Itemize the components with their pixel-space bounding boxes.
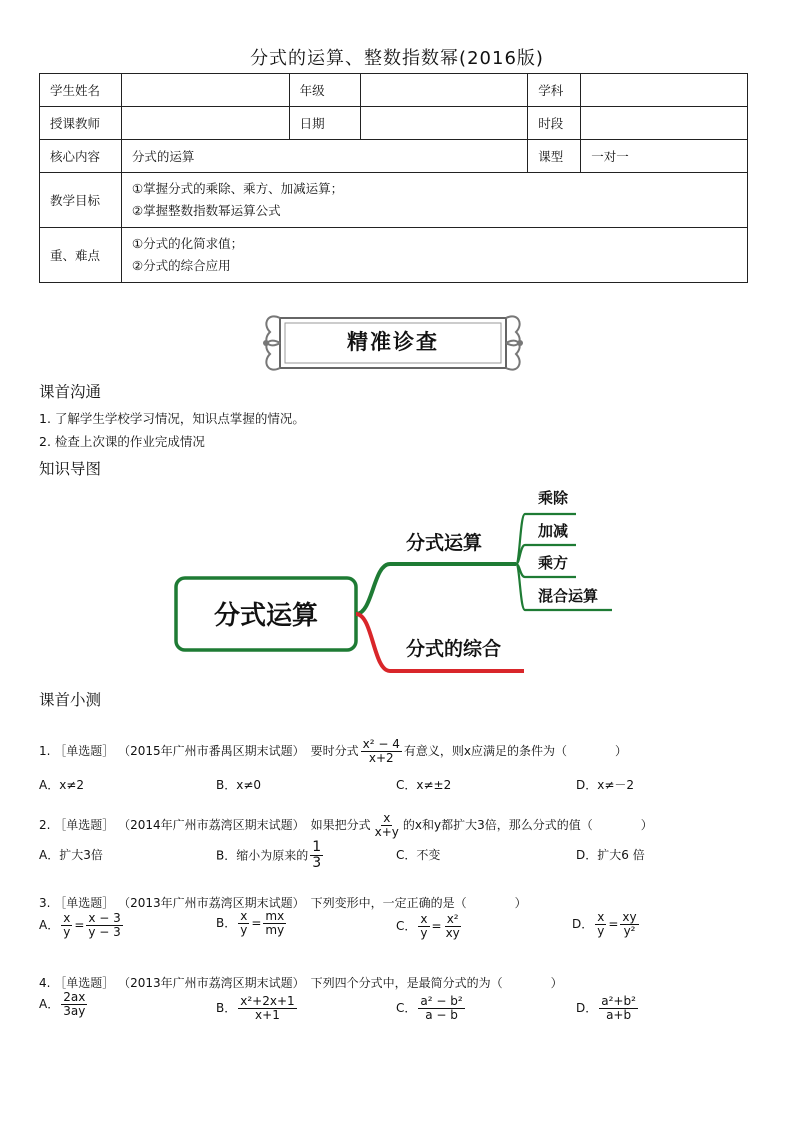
option-b[interactable]: B． $\frac{x}{y}$ = $\frac{mx}{my}$: [216, 909, 285, 938]
mindmap-leaf: 加减: [538, 522, 569, 540]
label-grade: 年级: [289, 74, 360, 107]
value-time: [581, 107, 748, 140]
fraction: $\frac{x}{y}$: [597, 910, 605, 939]
question-4: 4. ［单选题］ （2013年广州市荔湾区期末试题） 下列四个分式中，是最简分式的为（ ）: [39, 976, 563, 990]
label-lesson-type: 课型: [528, 140, 581, 173]
document-title: 分式的运算、整数指数幂(2016版): [250, 48, 544, 69]
label-objectives: 教学目标: [40, 173, 122, 228]
value-key-points: [121, 228, 747, 283]
option-d[interactable]: D． $\frac{x}{y}$ = $\frac{xy}{\text{y²}}$: [572, 910, 637, 939]
question-text: 1. ［单选题］ （2015年广州市番禺区期末试题） 要时分式: [39, 744, 359, 759]
fraction: $\frac{mx}{my}$: [265, 909, 285, 938]
mindmap-branch: 分式的综合: [406, 638, 502, 660]
value-subject: [581, 74, 748, 107]
objective-line: ②掌握整数指数幂运算公式: [131, 203, 281, 218]
mindmap-branch: 分式运算: [406, 532, 483, 554]
section-heading: 知识导图: [39, 460, 102, 478]
mindmap-root: 分式运算: [213, 601, 318, 631]
info-table: [39, 73, 748, 283]
option-c[interactable]: C． $\frac{x}{y}$ = $\frac{\text{x²}}{xy}$: [396, 912, 460, 941]
option-b[interactable]: B．缩小为原来的 $\frac{1}{3}$: [216, 839, 322, 872]
fraction: $\frac{\text{x² − 4}}{x+2}$: [362, 737, 400, 766]
option-d[interactable]: D．扩大6 倍: [576, 848, 645, 862]
label-student-name: 学生姓名: [40, 74, 122, 107]
label-teacher: 授课教师: [40, 107, 122, 140]
table-row: [40, 107, 748, 140]
option-d[interactable]: D．x≠－2: [576, 778, 635, 792]
question-text: 有意义，则x应满足的条件为（ ）: [403, 744, 627, 759]
value-date: [360, 107, 528, 140]
mindmap-leaf: 乘除: [538, 489, 569, 507]
label-core-content: 核心内容: [40, 140, 122, 173]
option-b[interactable]: B．x≠0: [216, 778, 262, 792]
list-item: 2. 检查上次课的作业完成情况: [39, 434, 205, 449]
table-row: [40, 140, 748, 173]
fraction: $\frac{xy}{\text{y²}}$: [622, 910, 637, 939]
option-a[interactable]: A． $\frac{2ax}{3ay}$: [39, 990, 86, 1019]
option-c[interactable]: C． $\frac{\text{a² − b²}}{a - b}$: [396, 994, 463, 1023]
key-point-line: ②分式的综合应用: [131, 258, 231, 273]
question-text: 的x和y都扩大3倍，那么分式的值（ ）: [402, 818, 653, 833]
value-teacher: [121, 107, 289, 140]
fraction: $\frac{1}{3}$: [312, 839, 322, 872]
option-b[interactable]: B． $\frac{\text{x²+2x+1}}{x+1}$: [216, 994, 295, 1023]
option-a[interactable]: A． $\frac{x}{y}$ = $\frac{x - 3}{y - 3}$: [39, 911, 121, 940]
table-row: [40, 228, 748, 283]
option-d[interactable]: D． $\frac{\text{a²+b²}}{a+b}$: [576, 994, 636, 1023]
value-objectives: [121, 173, 747, 228]
value-grade: [360, 74, 528, 107]
fraction: $\frac{x}{y}$: [240, 909, 248, 938]
question-1: [39, 738, 627, 765]
label-date: 日期: [289, 107, 360, 140]
key-point-line: ①分式的化简求值；: [131, 236, 244, 251]
objective-line: ①掌握分式的乘除、乘方、加减运算；: [131, 181, 344, 196]
fraction: $\frac{\text{x²}}{xy}$: [445, 912, 460, 941]
fraction: $\frac{x - 3}{y - 3}$: [88, 911, 121, 940]
fraction: $\frac{\text{a²+b²}}{a+b}$: [601, 994, 636, 1023]
mindmap-leaf: 混合运算: [538, 587, 599, 605]
option-c[interactable]: C．x≠±2: [396, 778, 452, 792]
label-subject: 学科: [528, 74, 581, 107]
label-time: 时段: [528, 107, 581, 140]
fraction: $\frac{x}{y}$: [63, 911, 71, 940]
fraction: $\frac{x}{x+y}$: [374, 811, 399, 840]
option-a[interactable]: A．扩大3倍: [39, 848, 103, 862]
table-row: [40, 173, 748, 228]
fraction: $\frac{x}{y}$: [420, 912, 428, 941]
question-3: 3. ［单选题］ （2013年广州市荔湾区期末试题） 下列变形中，一定正确的是（ ）: [39, 896, 527, 910]
label-key-points: 重、难点: [40, 228, 122, 283]
option-a[interactable]: A．x≠2: [39, 778, 85, 792]
value-student-name: [121, 74, 289, 107]
value-lesson-type: 一对一: [581, 140, 748, 173]
mind-map: [168, 482, 628, 682]
option-c[interactable]: C．不变: [396, 848, 441, 862]
list-item: 1. 了解学生学校学习情况，知识点掌握的情况。: [39, 411, 305, 426]
mindmap-leaf: 乘方: [538, 554, 569, 572]
fraction: $\frac{\text{x²+2x+1}}{x+1}$: [240, 994, 295, 1023]
section-heading: 课首沟通: [39, 383, 102, 401]
banner-title: 精准诊查: [347, 329, 439, 354]
section-heading: 课首小测: [39, 691, 102, 709]
fraction: $\frac{\text{a² − b²}}{a - b}$: [420, 994, 463, 1023]
table-row: [40, 74, 748, 107]
fraction: $\frac{2ax}{3ay}$: [63, 990, 86, 1019]
question-2: [39, 812, 653, 839]
value-core-content: 分式的运算: [121, 140, 527, 173]
question-text: 2. ［单选题］ （2014年广州市荔湾区期末试题） 如果把分式: [39, 818, 371, 833]
